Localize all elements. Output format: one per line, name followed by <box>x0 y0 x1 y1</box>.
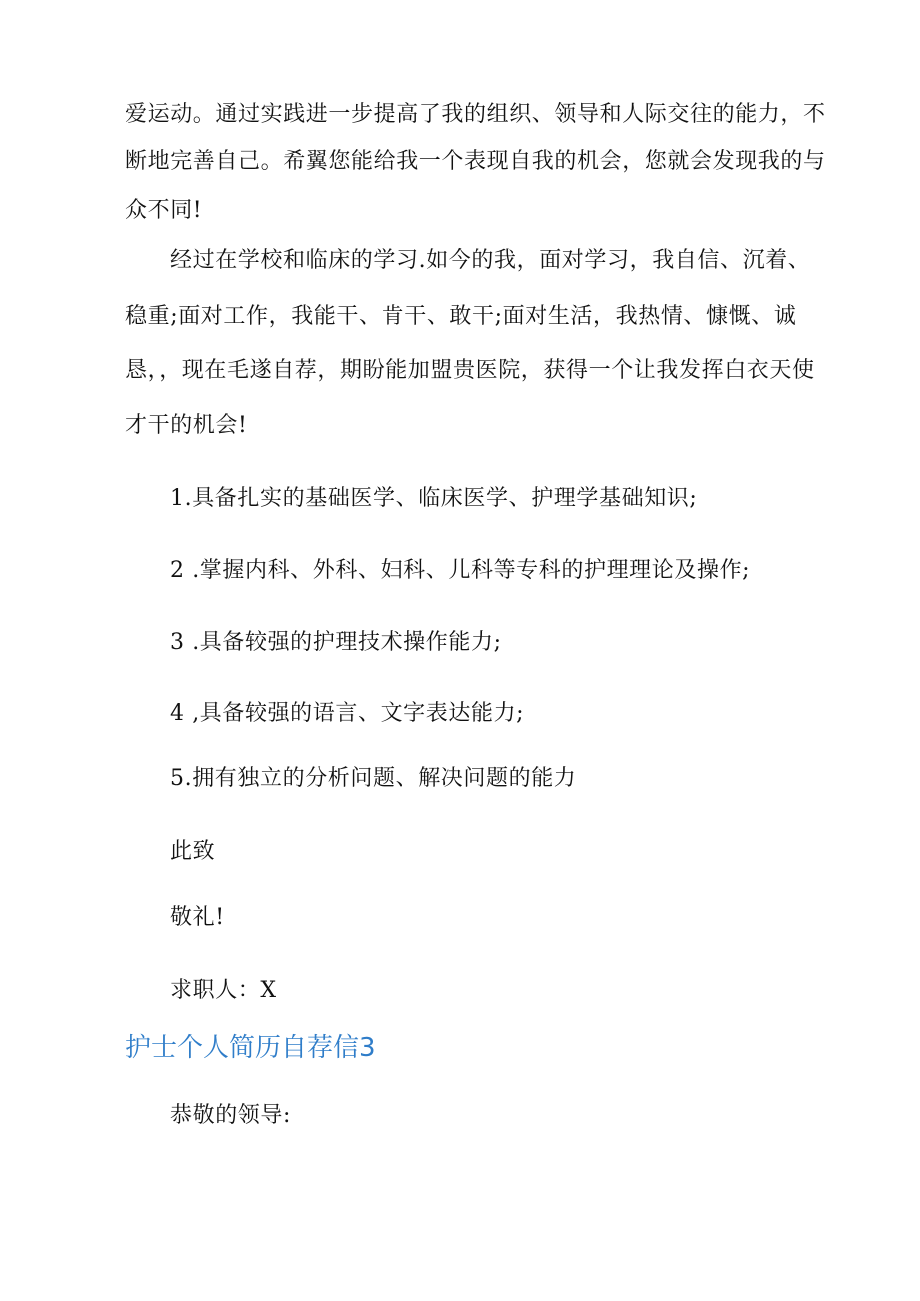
paragraph-1-line-2: 断地完善自己。希翼您能给我一个表现自我的机会，您就会发现我的与 <box>125 149 826 174</box>
list-item-5: 5.拥有独立的分析问题、解决问题的能力 <box>170 766 577 791</box>
paragraph-2-line-3: 恳，，现在毛遂自荐，期盼能加盟贵医院，获得一个让我发挥白衣天使 <box>125 358 815 383</box>
closing-line-2: 敬礼! <box>170 905 225 930</box>
paragraph-2-line-4: 才干的机会! <box>125 413 248 438</box>
list-item-2: 2 .掌握内科、外科、妇科、儿科等专科的护理理论及操作; <box>170 558 751 583</box>
closing-line-1: 此致 <box>170 839 216 864</box>
paragraph-1-line-3: 众不同! <box>125 198 203 223</box>
salutation: 恭敬的领导: <box>170 1103 292 1128</box>
list-item-1: 1.具备扎实的基础医学、临床医学、护理学基础知识; <box>170 486 698 511</box>
list-item-4: 4 ,具备较强的语言、文字表达能力; <box>170 701 525 726</box>
paragraph-2-line-1: 经过在学校和临床的学习.如今的我，面对学习，我自信、沉着、 <box>170 248 811 273</box>
list-item-3: 3 .具备较强的护理技术操作能力; <box>170 630 502 655</box>
section-heading: 护士个人简历自荐信3 <box>125 1033 376 1063</box>
paragraph-2-line-2: 稳重;面对工作，我能干、肯干、敢干;面对生活，我热情、慷慨、诚 <box>125 304 797 329</box>
paragraph-1-line-1: 爱运动。通过实践进一步提高了我的组织、领导和人际交往的能力，不 <box>125 102 826 127</box>
signature: 求职人：X <box>170 978 277 1003</box>
